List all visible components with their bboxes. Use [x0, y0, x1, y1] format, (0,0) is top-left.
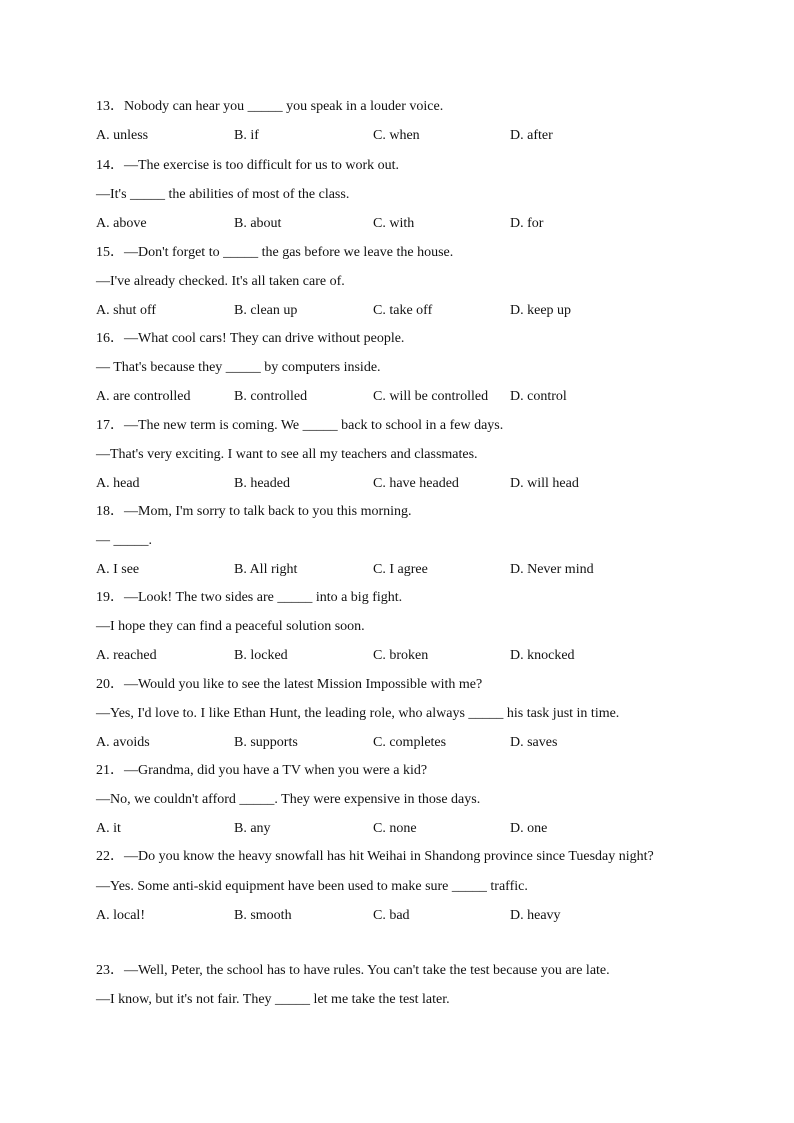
question-19 — [96, 583, 706, 670]
question-response: —Yes, I'd love to. I like Ethan Hunt, the leading role, who always _____ his task just in time. — [96, 706, 620, 721]
option-d: D. saves — [510, 735, 558, 750]
option-c: C. take off — [373, 303, 433, 318]
question-stem: 16．—What cool cars! They can drive without people. — [96, 331, 405, 346]
question-stem: 17．—The new term is coming. We _____ back to school in a few days. — [96, 418, 504, 433]
options-row — [96, 814, 706, 843]
option-c: C. with — [373, 216, 415, 231]
option-c: C. broken — [373, 648, 429, 663]
options-row — [96, 121, 706, 150]
option-d: D. after — [510, 128, 553, 143]
options-row — [96, 728, 706, 757]
option-d: D. keep up — [510, 303, 572, 318]
option-a: A. above — [96, 216, 147, 231]
option-a: A. shut off — [96, 303, 157, 318]
question-21 — [96, 756, 706, 843]
question-17 — [96, 411, 706, 498]
options-row — [96, 209, 706, 238]
question-stem: 13．Nobody can hear you _____ you speak in a louder voice. — [96, 99, 444, 114]
option-b: B. any — [234, 821, 271, 836]
question-23 — [96, 956, 706, 1014]
question-response: —I hope they can find a peaceful solution soon. — [96, 619, 365, 634]
option-d: D. for — [510, 216, 544, 231]
option-b: B. supports — [234, 735, 298, 750]
option-b: B. controlled — [234, 389, 308, 404]
question-response: —No, we couldn't afford _____. They were expensive in those days. — [96, 792, 481, 807]
question-14 — [96, 151, 706, 238]
option-a: A. reached — [96, 648, 157, 663]
question-response: —That's very exciting. I want to see all my teachers and classmates. — [96, 447, 478, 462]
option-d: D. knocked — [510, 648, 575, 663]
question-18 — [96, 497, 706, 584]
option-c: C. when — [373, 128, 420, 143]
question-stem: 14．—The exercise is too difficult for us to work out. — [96, 158, 400, 173]
option-b: B. about — [234, 216, 282, 231]
option-c: C. have headed — [373, 476, 459, 491]
option-d: D. Never mind — [510, 562, 594, 577]
option-c: C. I agree — [373, 562, 428, 577]
options-row — [96, 469, 706, 498]
question-response: — _____. — [96, 533, 152, 548]
option-c: C. will be controlled — [373, 389, 489, 404]
option-d: D. one — [510, 821, 548, 836]
options-row — [96, 901, 706, 930]
question-stem: 20．—Would you like to see the latest Mission Impossible with me? — [96, 677, 483, 692]
option-d: D. will head — [510, 476, 579, 491]
option-b: B. locked — [234, 648, 288, 663]
option-a: A. I see — [96, 562, 140, 577]
question-20 — [96, 670, 706, 757]
option-b: B. headed — [234, 476, 290, 491]
option-c: C. bad — [373, 908, 410, 923]
question-stem: 19．—Look! The two sides are _____ into a big fight. — [96, 590, 403, 605]
option-d: D. heavy — [510, 908, 561, 923]
option-b: B. clean up — [234, 303, 298, 318]
option-b: B. All right — [234, 562, 298, 577]
options-row — [96, 296, 706, 325]
option-a: A. are controlled — [96, 389, 191, 404]
options-row — [96, 641, 706, 670]
question-22 — [96, 842, 706, 930]
question-stem: 22．—Do you know the heavy snowfall has hit Weihai in Shandong province since Tuesday night? — [96, 849, 654, 864]
option-d: D. control — [510, 389, 567, 404]
option-a: A. head — [96, 476, 140, 491]
question-stem: 15．—Don't forget to _____ the gas before we leave the house. — [96, 245, 454, 260]
option-b: B. smooth — [234, 908, 292, 923]
question-response: —I know, but it's not fair. They _____ let me take the test later. — [96, 992, 450, 1007]
options-row — [96, 555, 706, 584]
option-a: A. local! — [96, 908, 145, 923]
question-16 — [96, 324, 706, 411]
options-row — [96, 382, 706, 411]
question-stem: 18．—Mom, I'm sorry to talk back to you this morning. — [96, 504, 412, 519]
question-13 — [96, 92, 706, 150]
question-response: —It's _____ the abilities of most of the class. — [96, 187, 350, 202]
question-stem: 23．—Well, Peter, the school has to have rules. You can't take the test because you are late. — [96, 963, 610, 978]
question-stem: 21．—Grandma, did you have a TV when you were a kid? — [96, 763, 428, 778]
question-response: —Yes. Some anti-skid equipment have been used to make sure _____ traffic. — [96, 879, 528, 894]
option-a: A. unless — [96, 128, 149, 143]
option-c: C. none — [373, 821, 417, 836]
question-15 — [96, 238, 706, 325]
option-a: A. it — [96, 821, 121, 836]
question-response: —I've already checked. It's all taken care of. — [96, 274, 345, 289]
option-b: B. if — [234, 128, 259, 143]
question-response: — That's because they _____ by computers inside. — [96, 360, 381, 375]
option-c: C. completes — [373, 735, 447, 750]
option-a: A. avoids — [96, 735, 150, 750]
